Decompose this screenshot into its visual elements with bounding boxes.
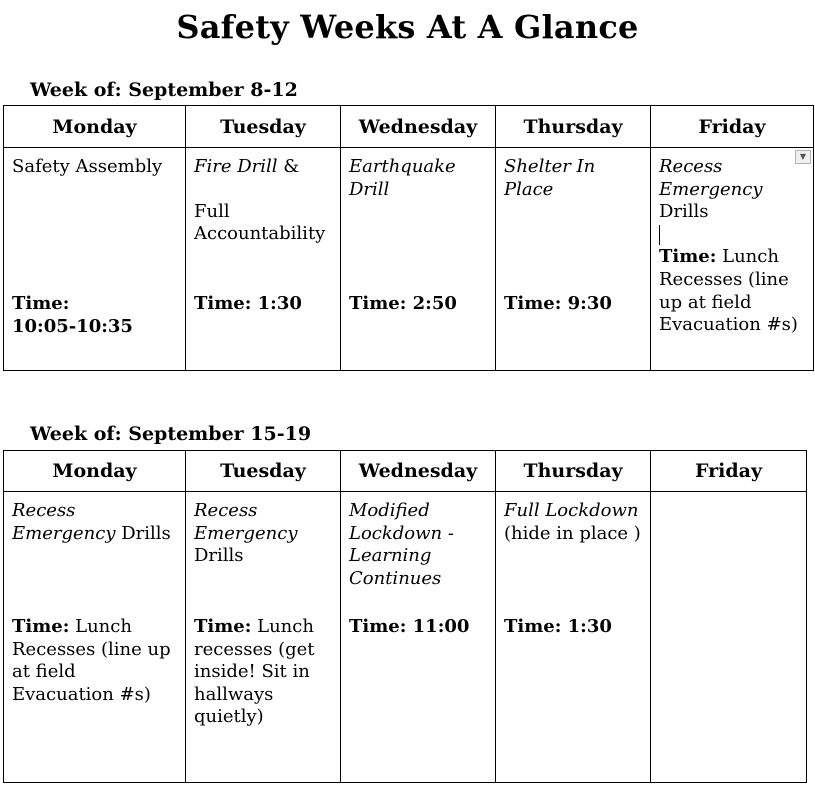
time-label: Time: — [504, 293, 562, 314]
week1-friday-event: Recess Emergency Drills Time: Lunch Recesses (line up at field Evacuation #s) — [659, 156, 798, 336]
week2-row — [4, 492, 807, 783]
week2-tuesday-cell[interactable] — [186, 492, 341, 783]
week1-tuesday-cell[interactable] — [186, 148, 341, 371]
week1-monday-cell[interactable] — [4, 148, 186, 371]
week2-thursday-cell[interactable] — [496, 492, 651, 783]
week2-header-row — [4, 451, 807, 492]
week1-header-friday: Friday — [651, 106, 814, 148]
week1-header-row — [4, 106, 814, 148]
time-value: Lunch recesses (get inside! Sit in hallways quietly) — [194, 616, 315, 728]
week1-header-thursday: Thursday — [496, 106, 651, 148]
week1-tuesday-event: Fire Drill & Full Accountability — [194, 156, 326, 245]
week1-friday-cell[interactable] — [651, 148, 814, 371]
week2-thursday-event: Full Lockdown (hide in place ) — [504, 500, 641, 544]
week2-friday-cell[interactable] — [651, 492, 807, 783]
week2-header-tuesday: Tuesday — [186, 451, 341, 492]
page-title: Safety Weeks At A Glance — [176, 8, 639, 46]
time-value: 1:30 — [567, 616, 612, 637]
week1-header-monday: Monday — [4, 106, 186, 148]
week2-header-monday: Monday — [4, 451, 186, 492]
time-label: Time: — [504, 616, 562, 637]
week2-label: Week of: September 15-19 — [30, 423, 312, 445]
week2-wednesday-event: Modified Lockdown -Learning Continues — [349, 500, 454, 589]
text-cursor — [659, 225, 660, 245]
time-label: Time: — [349, 616, 407, 637]
week2-monday-cell[interactable] — [4, 492, 186, 783]
time-label: Time: — [194, 293, 252, 314]
week1-header-wednesday: Wednesday — [341, 106, 496, 148]
week2-header-wednesday: Wednesday — [341, 451, 496, 492]
time-label: Time: — [659, 246, 717, 268]
week1-tuesday-time — [194, 293, 336, 316]
chevron-down-icon[interactable]: ▼ — [795, 150, 811, 164]
week1-monday-event: Safety Assembly — [12, 156, 163, 177]
week2-wednesday-cell[interactable] — [341, 492, 496, 783]
week1-row — [4, 148, 814, 371]
week2-wednesday-time — [349, 616, 491, 639]
time-value: 1:30 — [257, 293, 302, 314]
time-value: 2:50 — [412, 293, 457, 314]
time-value: Lunch Recesses (line up at field Evacuation #s) — [659, 246, 798, 336]
week2-header-thursday: Thursday — [496, 451, 651, 492]
week1-label: Week of: September 8-12 — [30, 79, 298, 101]
time-value: Lunch Recesses (line up at field Evacuation #s) — [12, 616, 171, 705]
week1-thursday-time — [504, 293, 646, 316]
week2-header-friday: Friday — [651, 451, 807, 492]
week1-wednesday-event: Earthquake Drill — [349, 156, 456, 200]
week1-wednesday-cell[interactable] — [341, 148, 496, 371]
week2-monday-time — [12, 616, 181, 706]
week1-wednesday-time — [349, 293, 491, 316]
time-label: Time: — [349, 293, 407, 314]
week2-tuesday-event: Recess Emergency Drills — [194, 500, 298, 567]
time-value: 10:05-10:35 — [12, 315, 133, 337]
week2-tuesday-time — [194, 616, 336, 729]
time-value: 9:30 — [567, 293, 612, 314]
week2-monday-event: Recess Emergency Drills — [12, 500, 171, 544]
week2-table — [3, 450, 807, 783]
week1-thursday-event: Shelter In Place — [504, 156, 596, 200]
week1-thursday-cell[interactable] — [496, 148, 651, 371]
time-label: Time: — [12, 616, 70, 637]
week2-thursday-time — [504, 616, 646, 639]
time-label: Time: — [12, 293, 70, 314]
time-label: Time: — [194, 616, 252, 637]
week1-header-tuesday: Tuesday — [186, 106, 341, 148]
week1-monday-time — [12, 293, 181, 338]
time-value: 11:00 — [412, 616, 470, 637]
week1-table — [3, 105, 814, 371]
